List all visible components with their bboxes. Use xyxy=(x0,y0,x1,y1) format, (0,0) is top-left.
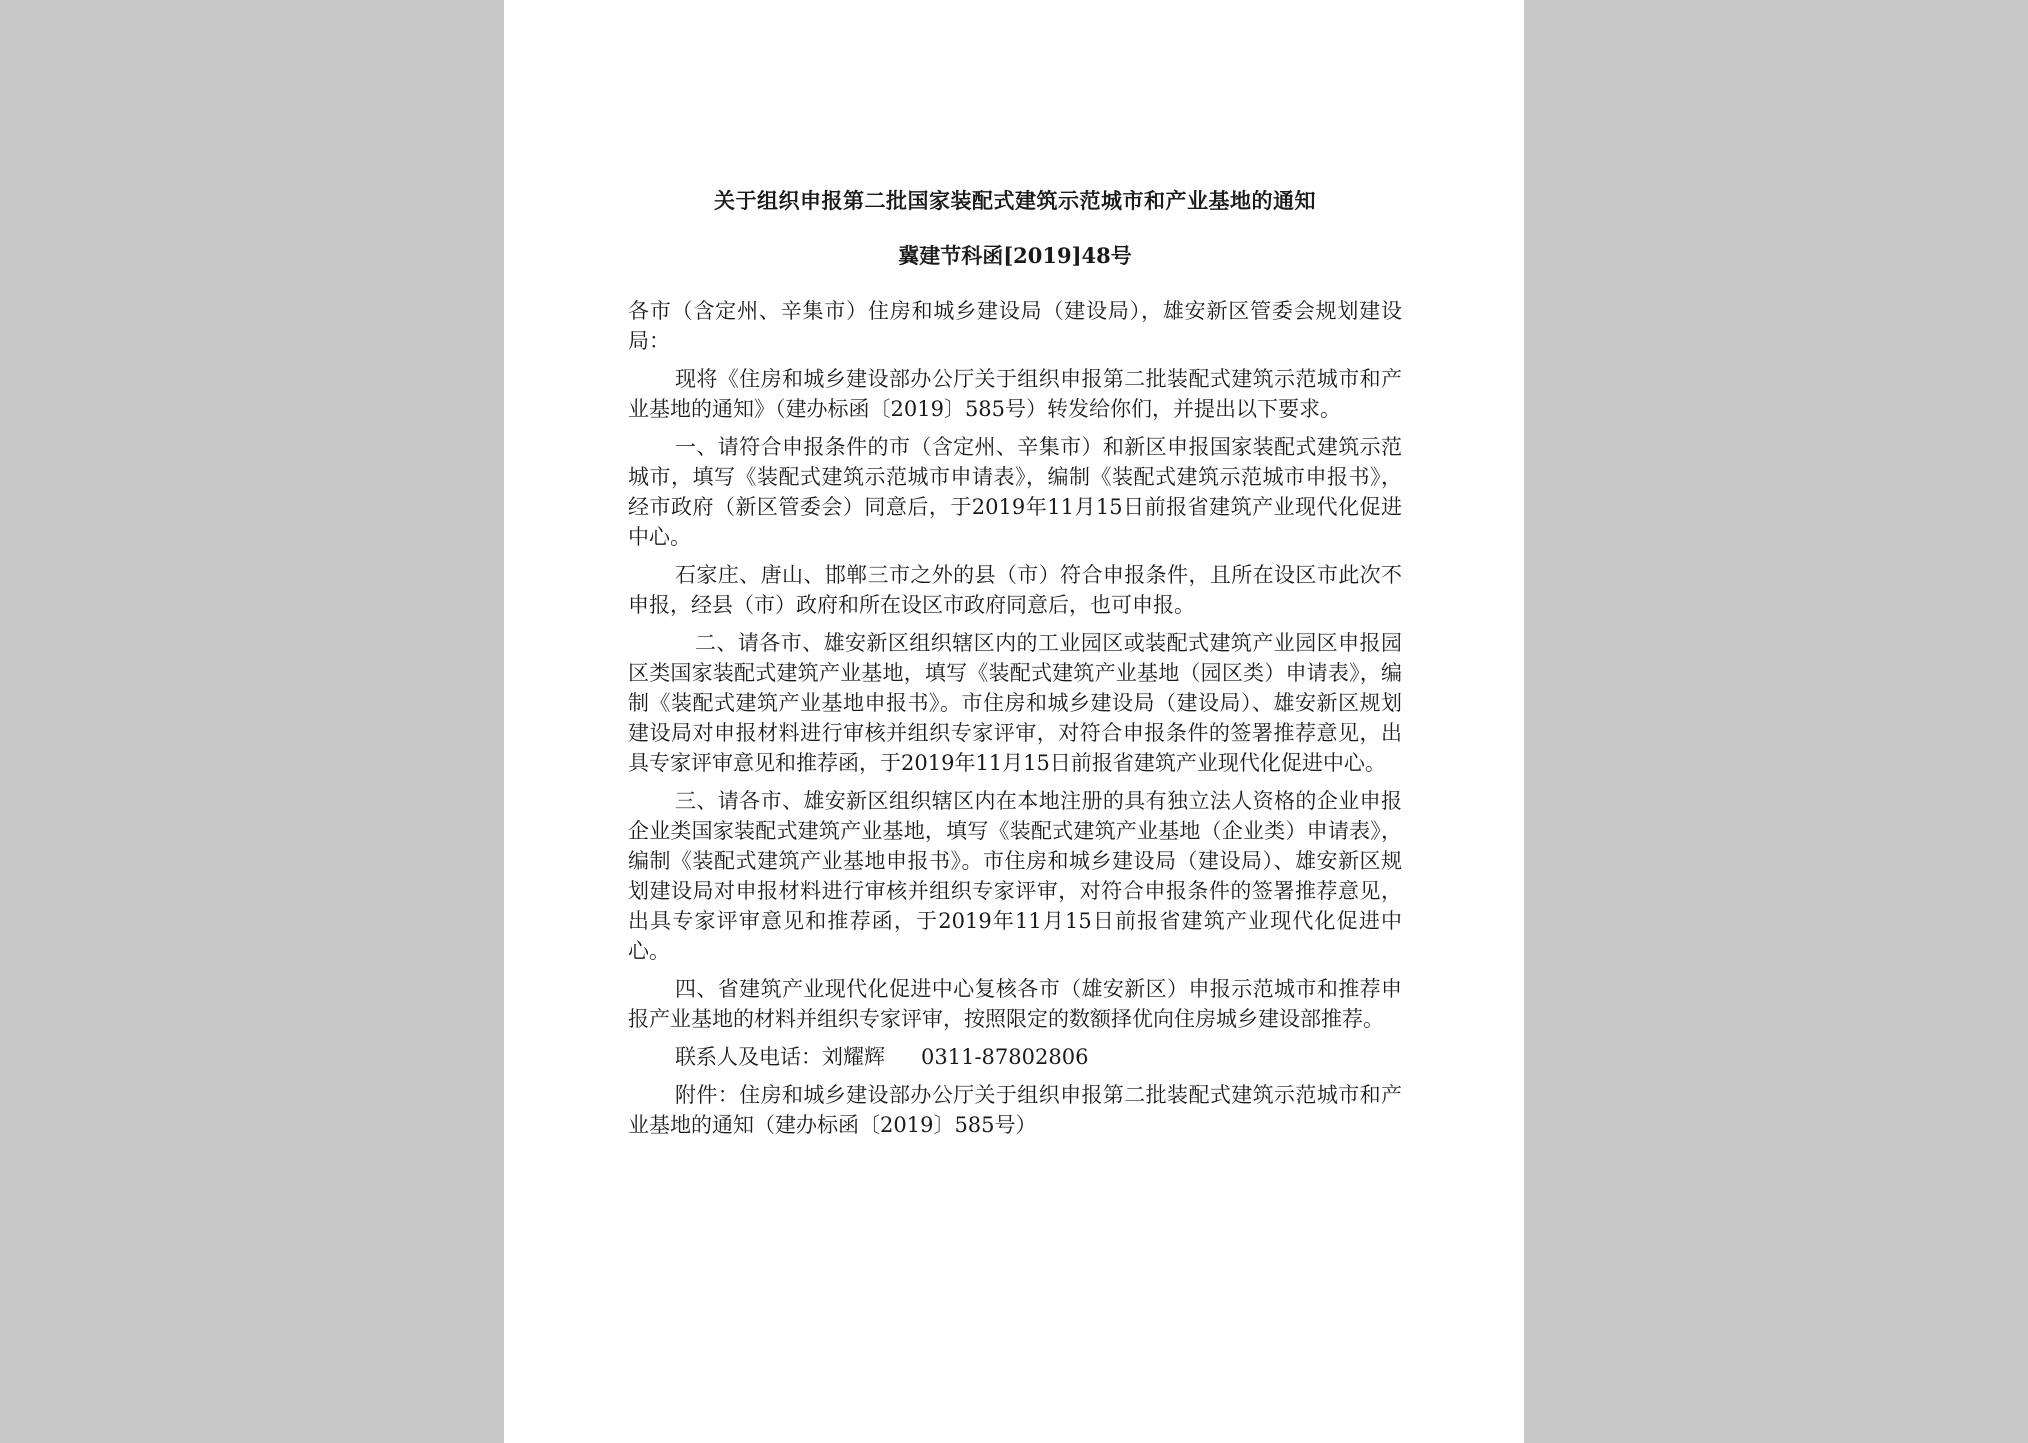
item-1-extra-paragraph: 石家庄、唐山、邯郸三市之外的县（市）符合申报条件，且所在设区市此次不申报，经县（市）政府和所在设区市政府同意后，也可申报。 xyxy=(628,563,1402,617)
document-title: 关于组织申报第二批国家装配式建筑示范城市和产业基地的通知 xyxy=(714,188,1316,213)
intro-paragraph: 现将《住房和城乡建设部办公厅关于组织申报第二批装配式建筑示范城市和产业基地的通知》（建办标函〔2019〕585号）转发给你们，并提出以下要求。 xyxy=(628,367,1402,421)
contact-label: 联系人及电话：刘耀辉 xyxy=(675,1045,885,1069)
contact-line xyxy=(628,1042,1402,1072)
document-page xyxy=(504,0,1524,1443)
document-body xyxy=(628,296,1402,1148)
salutation: 各市（含定州、辛集市）住房和城乡建设局（建设局），雄安新区管委会规划建设局： xyxy=(628,299,1402,353)
document-number: 冀建节科函[2019]48号 xyxy=(898,243,1132,268)
attachment-paragraph: 附件：住房和城乡建设部办公厅关于组织申报第二批装配式建筑示范城市和产业基地的通知（建办标函〔2019〕585号） xyxy=(628,1083,1402,1137)
contact-phone: 0311-87802806 xyxy=(921,1045,1089,1069)
item-4-paragraph: 四、省建筑产业现代化促进中心复核各市（雄安新区）申报示范城市和推荐申报产业基地的材料并组织专家评审，按照限定的数额择优向住房城乡建设部推荐。 xyxy=(628,977,1402,1031)
item-2-paragraph: 二、请各市、雄安新区组织辖区内的工业园区或装配式建筑产业园区申报园区类国家装配式建筑产业基地，填写《装配式建筑产业基地（园区类）申请表》，编制《装配式建筑产业基地申报书》。市住房和城乡建设局（建设局）、雄安新区规划建设局对申报材料进行审核并组织专家评审，对符合申报条件的签署推荐意见，出具专家评审意见和推荐函，于2019年11月15日前报省建筑产业现代化促进中心。 xyxy=(628,631,1402,775)
item-3-paragraph: 三、请各市、雄安新区组织辖区内在本地注册的具有独立法人资格的企业申报企业类国家装配式建筑产业基地，填写《装配式建筑产业基地（企业类）申请表》，编制《装配式建筑产业基地申报书》。市住房和城乡建设局（建设局）、雄安新区规划建设局对申报材料进行审核并组织专家评审，对符合申报条件的签署推荐意见，出具专家评审意见和推荐函，于2019年11月15日前报省建筑产业现代化促进中心。 xyxy=(628,789,1402,963)
item-1-paragraph: 一、请符合申报条件的市（含定州、辛集市）和新区申报国家装配式建筑示范城市，填写《装配式建筑示范城市申请表》，编制《装配式建筑示范城市申报书》，经市政府（新区管委会）同意后，于2019年11月15日前报省建筑产业现代化促进中心。 xyxy=(628,435,1402,549)
